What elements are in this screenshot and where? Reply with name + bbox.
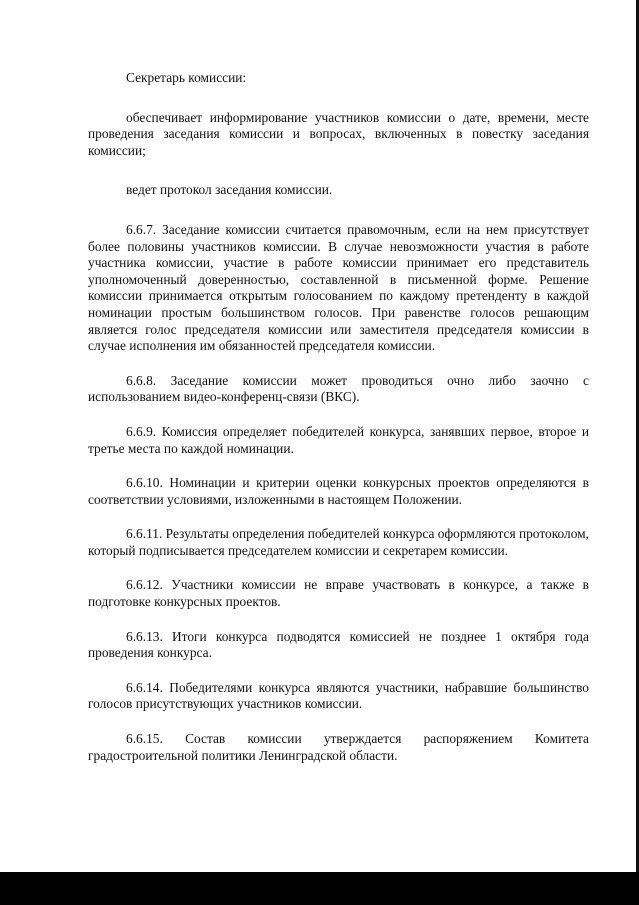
paragraph-6-6-12: 6.6.12. Участники комиссии не вправе участвовать в конкурсе, а также в подготовке конкурсных проектов. [88, 577, 589, 610]
paragraph-6-6-11: 6.6.11. Результаты определения победителей конкурса оформляются протоколом, который подписывается председателем комиссии и секретарем комиссии. [88, 526, 589, 558]
paragraph-secretary-informs: обеспечивает информирование участников комиссии о дате, времени, месте проведения заседания комиссии и вопросах, включенных в повестку заседания комиссии; [88, 109, 589, 158]
paragraph-6-6-8: 6.6.8. Заседание комиссии может проводиться очно либо заочно с использованием видео-конференц-связи (ВКС). [88, 372, 589, 405]
paragraph-secretary-heading: Секретарь комиссии: [126, 70, 247, 85]
paragraph-6-6-15: 6.6.15. Состав комиссии утверждается распоряжением Комитета градостроительной политики Ленинградской области. [88, 731, 589, 763]
paragraph-6-6-14: 6.6.14. Победителями конкурса являются участники, набравшие большинство голосов присутствующих участников комиссии. [88, 679, 589, 712]
paragraph-secretary-protocol: ведет протокол заседания комиссии. [126, 182, 333, 198]
paragraph-6-6-13: 6.6.13. Итоги конкурса подводятся комиссией не позднее 1 октября года проведения конкурса. [88, 628, 589, 661]
scan-edge-bottom [0, 872, 639, 905]
paragraph-6-6-7: 6.6.7. Заседание комиссии считается правомочным, если на нем присутствует более половины участников комиссии. В случае невозможности участия в работе участника комиссии, участие в работе комиссии принимает его представитель уполномоченный доверенностью, составленной в письменной форме. Решение комиссии принимается открытым голосованием по каждому претенденту в каждой номинации простым большинством голосов. При равенстве голосов решающим является голос председателя комиссии или заместителя председателя комиссии в случае исполнения им обязанностей председателя комиссии. [88, 221, 589, 354]
document-body [88, 70, 589, 764]
paragraph-6-6-9: 6.6.9. Комиссия определяет победителей конкурса, занявших первое, второе и третье места по каждой номинации. [88, 423, 589, 456]
paragraph-6-6-10: 6.6.10. Номинации и критерии оценки конкурсных проектов определяются в соответствии условиями, изложенными в настоящем Положении. [88, 475, 589, 507]
